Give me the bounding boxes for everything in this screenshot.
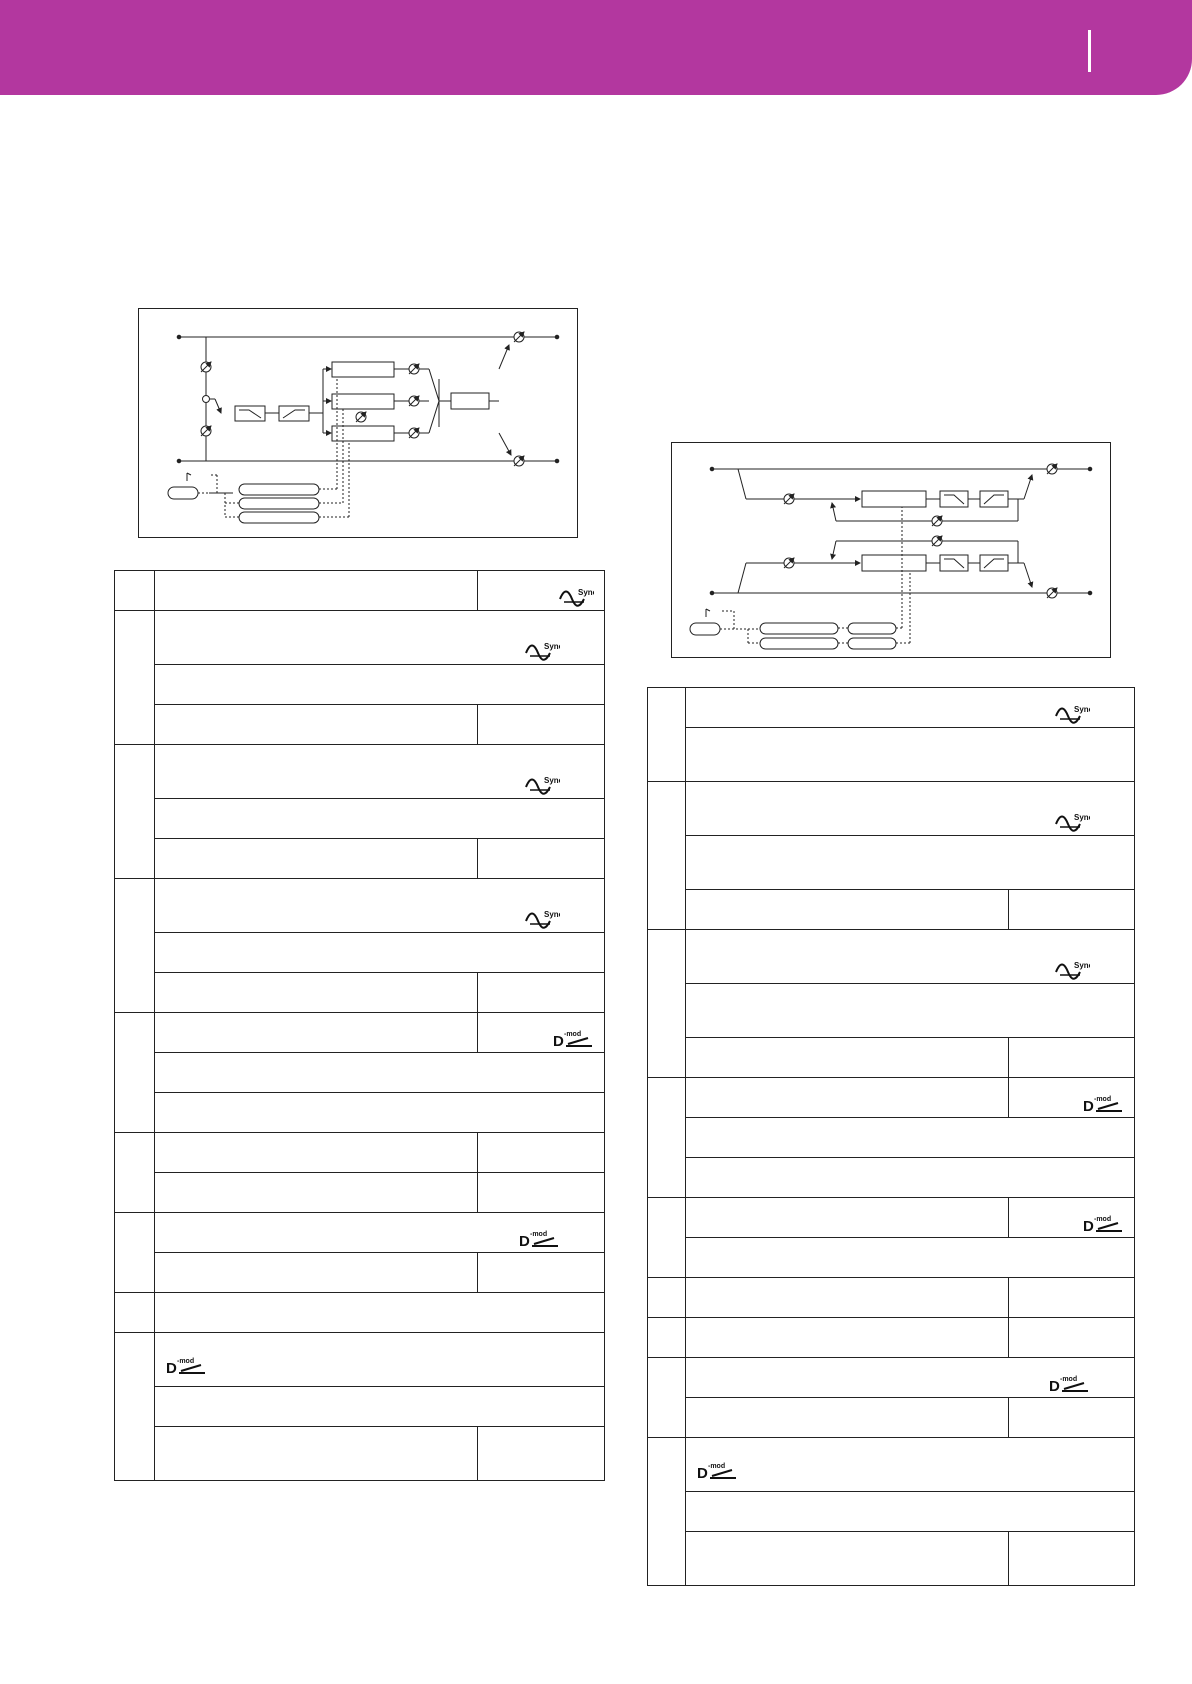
param-number-cell — [115, 1133, 155, 1213]
param-name-cell — [155, 1013, 478, 1053]
parameter-table-right — [647, 687, 1135, 1586]
param-name-cell — [155, 1133, 478, 1173]
param-name-cell — [155, 839, 478, 879]
param-range-cell — [1009, 1318, 1135, 1358]
param-number-cell — [115, 745, 155, 879]
parameter-table-left — [114, 570, 605, 1481]
param-name-cell — [155, 1253, 478, 1293]
param-description-cell — [686, 1158, 1135, 1198]
param-description-cell — [686, 728, 1135, 782]
param-description-cell — [155, 1053, 605, 1093]
param-number-cell — [115, 571, 155, 611]
param-description-cell — [686, 1238, 1135, 1278]
param-name-cell — [155, 1427, 478, 1481]
param-number-cell — [648, 1318, 686, 1358]
sync-tempo-icon — [558, 587, 594, 607]
param-description-cell — [155, 1213, 605, 1253]
param-description-cell — [686, 688, 1135, 728]
param-range-cell — [478, 973, 605, 1013]
param-number-cell — [648, 1358, 686, 1438]
param-description-cell — [155, 745, 605, 799]
param-number-cell — [648, 930, 686, 1078]
param-name-cell — [155, 1173, 478, 1213]
param-number-cell — [648, 782, 686, 930]
param-range-cell — [1009, 1038, 1135, 1078]
header-divider — [1088, 30, 1091, 72]
dynamic-modulation-icon — [1082, 1094, 1124, 1114]
param-number-cell — [115, 1293, 155, 1333]
param-description-cell — [686, 1118, 1135, 1158]
param-number-cell — [115, 611, 155, 745]
page-header-band — [0, 0, 1192, 95]
param-number-cell — [648, 1078, 686, 1198]
param-description-cell — [155, 879, 605, 933]
param-description-cell — [155, 665, 605, 705]
param-description-cell — [155, 1293, 605, 1333]
param-description-cell — [155, 933, 605, 973]
param-description-cell — [686, 984, 1135, 1038]
param-range-cell — [478, 1253, 605, 1293]
param-number-cell — [115, 1013, 155, 1133]
sync-tempo-icon — [524, 909, 560, 929]
param-name-cell — [155, 973, 478, 1013]
param-range-cell — [478, 1013, 605, 1053]
param-range-cell — [478, 705, 605, 745]
param-name-cell — [686, 1198, 1009, 1238]
sync-tempo-icon — [1054, 704, 1090, 724]
param-description-cell — [155, 1387, 605, 1427]
sync-tempo-icon — [1054, 812, 1090, 832]
dynamic-modulation-icon — [518, 1229, 560, 1249]
param-range-cell — [478, 571, 605, 611]
param-number-cell — [115, 879, 155, 1013]
param-number-cell — [648, 688, 686, 782]
param-name-cell — [155, 571, 478, 611]
param-name-cell — [686, 890, 1009, 930]
param-range-cell — [1009, 1532, 1135, 1586]
param-description-cell — [686, 1492, 1135, 1532]
param-name-cell — [686, 1318, 1009, 1358]
param-name-cell — [686, 1078, 1009, 1118]
dynamic-modulation-icon — [696, 1461, 738, 1481]
param-name-cell — [686, 1398, 1009, 1438]
param-name-cell — [686, 1038, 1009, 1078]
param-name-cell — [686, 1532, 1009, 1586]
param-range-cell — [478, 1427, 605, 1481]
param-number-cell — [648, 1278, 686, 1318]
param-range-cell — [478, 839, 605, 879]
sync-tempo-icon — [524, 775, 560, 795]
dynamic-modulation-icon — [165, 1356, 207, 1376]
param-description-cell — [686, 1358, 1135, 1398]
param-description-cell — [155, 799, 605, 839]
param-description-cell — [155, 1093, 605, 1133]
param-description-cell — [686, 1438, 1135, 1492]
param-range-cell — [1009, 1078, 1135, 1118]
block-diagram-right — [671, 442, 1111, 658]
param-range-cell — [1009, 1278, 1135, 1318]
param-number-cell — [648, 1198, 686, 1278]
param-description-cell — [686, 930, 1135, 984]
param-range-cell — [1009, 1198, 1135, 1238]
param-number-cell — [115, 1333, 155, 1481]
sync-tempo-icon — [524, 641, 560, 661]
param-range-cell — [1009, 890, 1135, 930]
param-description-cell — [155, 1333, 605, 1387]
dynamic-modulation-icon — [1082, 1214, 1124, 1234]
param-range-cell — [1009, 1398, 1135, 1438]
dynamic-modulation-icon — [1048, 1374, 1090, 1394]
param-range-cell — [478, 1133, 605, 1173]
param-number-cell — [115, 1213, 155, 1293]
param-number-cell — [648, 1438, 686, 1586]
dynamic-modulation-icon — [552, 1029, 594, 1049]
param-description-cell — [686, 836, 1135, 890]
sync-tempo-icon — [1054, 960, 1090, 980]
block-diagram-left — [138, 308, 578, 538]
param-name-cell — [155, 705, 478, 745]
param-description-cell — [155, 611, 605, 665]
param-description-cell — [686, 782, 1135, 836]
param-name-cell — [686, 1278, 1009, 1318]
param-range-cell — [478, 1173, 605, 1213]
